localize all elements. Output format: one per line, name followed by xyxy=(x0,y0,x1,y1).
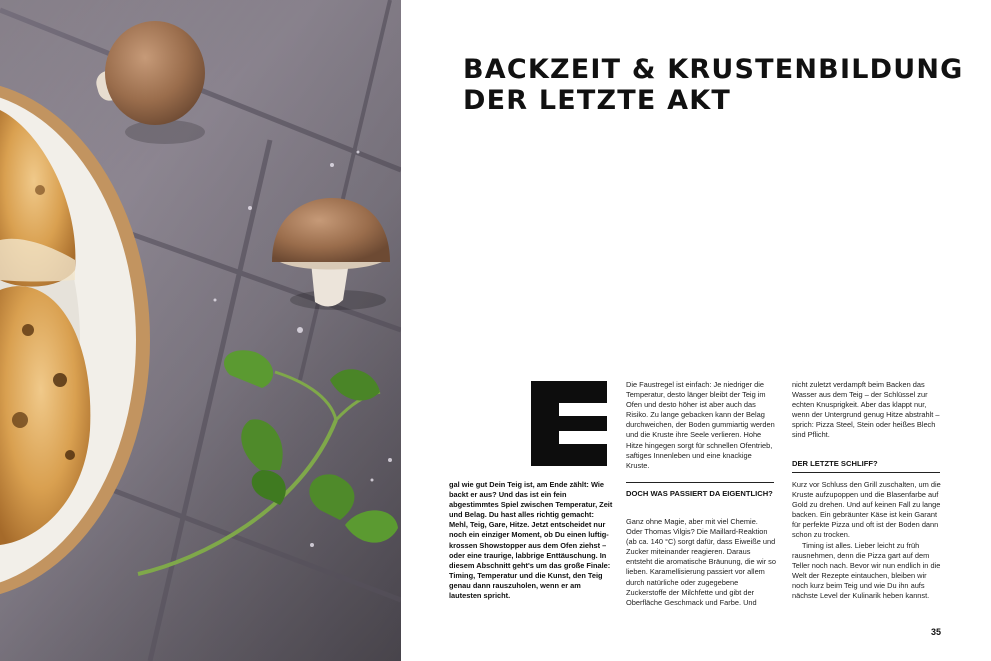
subhead-rule-1 xyxy=(626,482,774,483)
column-2-paragraph-2: Ganz ohne Magie, aber mit viel Chemie. Oder Thomas Vilgis? Die Maillard-Reaktion (ab ca. 140 °C) sorgt dafür, dass Eiweiße und Zucker miteinander reagieren. Daraus entsteht die aromatische Bräunung, die wir so lieben. Karamellisierung passiert vor allem durch natürliche oder zugegebene Zuckerstoffe der Milchfette und gibt der Oberfläche Geschmack und Farbe. Und xyxy=(626,517,776,607)
page-number: 35 xyxy=(931,627,942,637)
column-2 xyxy=(626,380,776,471)
column-3-body xyxy=(792,480,942,601)
title-line-1: BACKZEIT & KRUSTENBILDUNG xyxy=(463,54,964,85)
food-photo xyxy=(0,0,401,661)
article-title xyxy=(463,54,964,116)
subhead-rule-2 xyxy=(792,472,940,473)
subhead-der-letzte-schliff: DER LETZTE SCHLIFF? xyxy=(792,459,878,468)
column-2-paragraph-1: Die Faustregel ist einfach: Je niedriger die Temperatur, desto länger bleibt der Teig im Ofen und desto höher ist aber auch das Risiko. Zu lange gebacken kann der Belag durchweichen, der Boden gummiartig werden und die Kruste ihre Seele verlieren. Hohe Hitze hingegen sorgt für schnellen Ofentrieb, saftiges Innenleben und eine knackige Kruste. xyxy=(626,380,775,470)
column-3-paragraph-1: nicht zuletzt verdampft beim Backen das Wasser aus dem Teig – der Schlüssel zur echten Knusprigkeit. Aber das klappt nur, wenn der Untergrund genug Hitze abstrahlt – sprich: Pizza Steel, Stein oder heißes Blech sind Pflicht. xyxy=(792,380,940,440)
drop-cap-e xyxy=(531,381,607,466)
column-3-paragraph-2: Kurz vor Schluss den Grill zuschalten, um die Kruste aufzupoppen und die Blasenfarbe auf Gold zu drehen. Und auf keinen Fall zu lange backen. Ein gebräunter Käse ist kein Garant für perfekte Pizza und oft ist der Boden dann schon zu trocken. xyxy=(792,480,941,540)
column-3 xyxy=(792,380,942,441)
photo-illustration xyxy=(0,0,401,661)
column-2-body xyxy=(626,517,776,608)
column-3-paragraph-3: Timing ist alles. Lieber leicht zu früh rausnehmen, denn die Pizza gart auf dem Teller noch nach. Bevor wir nun endlich in die Welt der Rezepte eintauchen, bleiben wir noch kurz beim Teig und wie Du ihn aufs nächste Level der Kulinarik heben kannst. xyxy=(792,540,941,601)
subhead-doch-was-passiert: DOCH WAS PASSIERT DA EIGENTLICH? xyxy=(626,489,773,498)
title-line-2: DER LETZTE AKT xyxy=(463,85,731,116)
lead-paragraph: gal wie gut Dein Teig ist, am Ende zählt: Wie backt er aus? Und das ist ein fein abgestimmtes Spiel zwischen Temperatur, Zeit und Belag. Du hast alles richtig gemacht: Mehl, Teig, Gare, Hitze. Jetzt entscheidet nur noch ein einziger Moment, ob Du einen luftig-krossen Showstopper aus dem Ofen ziehst – oder eine traurige, labbrige Enttäuschung. In diesem Abschnitt geht's um das große Finale: Timing, Temperatur und die Kunst, den Teig genau dann rauszuholen, wenn er am lautesten spricht. xyxy=(449,480,613,601)
